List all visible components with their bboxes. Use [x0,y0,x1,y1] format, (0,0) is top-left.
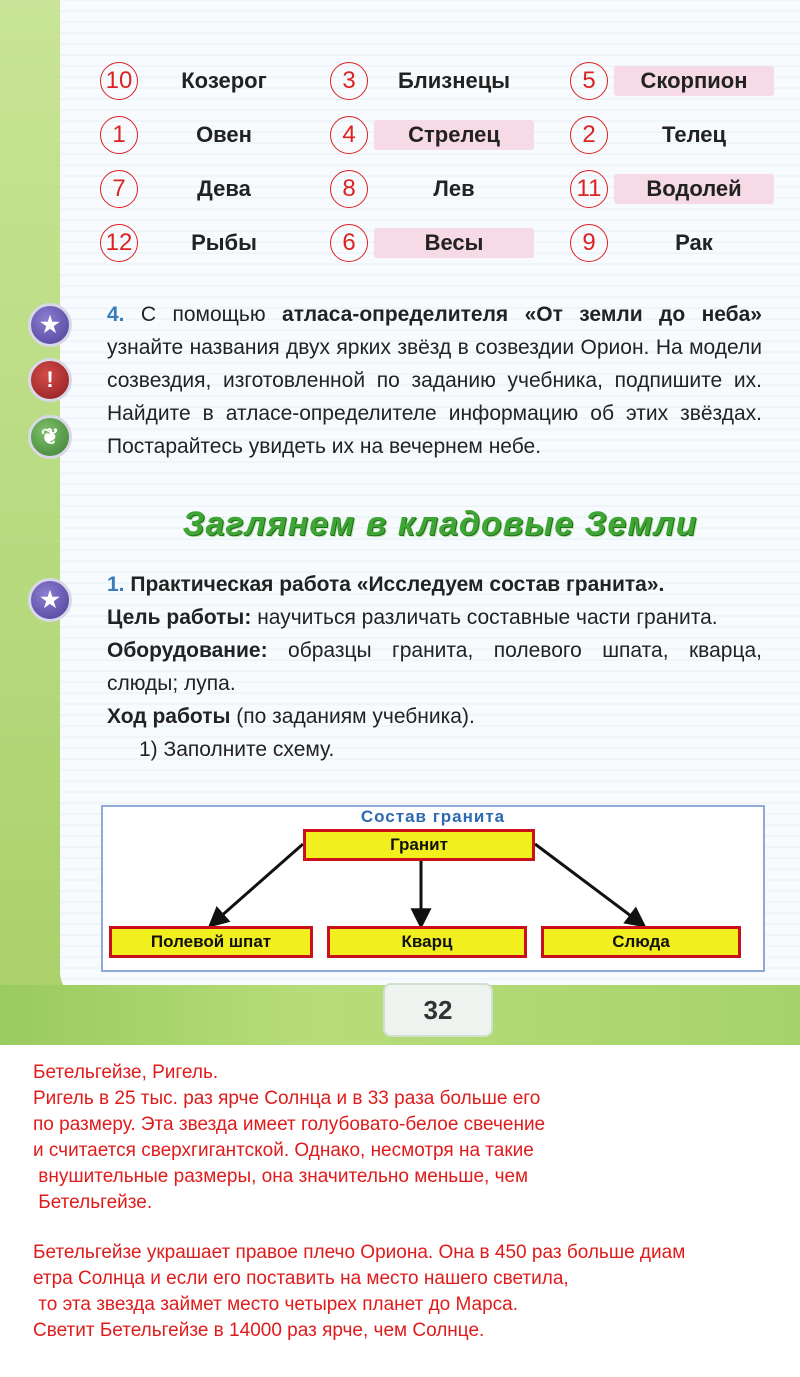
zodiac-item [100,60,320,104]
goal-line [107,601,762,634]
procedure-text: (по заданиям учебника). [230,705,475,728]
zodiac-label: Козерог [181,68,267,93]
zodiac-item [330,114,550,158]
zodiac-number: 6 [330,224,368,262]
quartz-box: Кварц [327,926,527,958]
answer-line: то эта звезда займет место четырех планет до Марса. [33,1294,519,1315]
zodiac-item [570,60,790,104]
step-1: 1) Заполните схему. [139,738,335,761]
task-text-part: узнайте названия двух ярких звёзд в созвездии Орион. На модели созвездия, изготовленной по заданию учебника, подпишите их. Найдите в атласе-определителе информацию об этих звёздах. Постарайтесь увидеть их на вечернем небе. [107,336,762,458]
zodiac-item [330,60,550,104]
zodiac-label: Водолей [614,174,774,204]
atlas-title: атласа-определителя «От земли до неба» [282,303,762,326]
zodiac-label: Овен [196,122,252,147]
zodiac-number: 5 [570,62,608,100]
zodiac-number: 7 [100,170,138,208]
zodiac-label: Телец [661,122,727,147]
goal-text: научиться различать составные части гранита. [251,606,718,629]
zodiac-row [100,222,780,266]
zodiac-number: 12 [100,224,138,262]
granite-diagram [101,805,765,972]
answer-line: и считается сверхгигантской. Однако, несмотря на такие [33,1140,534,1161]
zodiac-row [100,114,780,158]
practical-number: 1. [107,573,125,596]
answer-line: по размеру. Эта звезда имеет голубовато-белое свечение [33,1114,546,1135]
arrow-to-feldspar [211,844,303,925]
zodiac-item [100,114,320,158]
procedure-line [107,700,762,733]
practical-title: Практическая работа «Исследуем состав гранита». [124,573,665,596]
answer-block-1 [33,1060,793,1216]
feldspar-box: Полевой шпат [109,926,313,958]
procedure-label: Ход работы [107,705,231,728]
left-green-band [0,0,66,1040]
zodiac-number: 11 [570,170,608,208]
equipment-label: Оборудование: [107,639,268,662]
zodiac-label: Лев [433,176,475,201]
zodiac-number: 3 [330,62,368,100]
zodiac-item [570,114,790,158]
zodiac-label: Стрелец [374,120,534,150]
leaf-icon: ❦ [28,415,72,459]
star-icon: ★ [28,303,72,347]
equipment-text: образцы гранита, полевого шпата, кварца, слюды; лупа. [107,639,762,695]
practical-heading [107,568,762,601]
zodiac-number: 1 [100,116,138,154]
zodiac-item [570,168,790,212]
answer-line: Ригель в 25 тыс. раз ярче Солнца и в 33 раза больше его [33,1088,541,1109]
page-number: 32 [383,983,493,1037]
zodiac-row [100,60,780,104]
answer-block-2 [33,1240,793,1344]
answer-line: Бетельгейзе, Ригель. [33,1062,219,1083]
goal-label: Цель работы: [107,606,252,629]
zodiac-label: Дева [197,176,251,201]
task-text-part: С помощью [124,303,283,326]
zodiac-number: 4 [330,116,368,154]
granite-box: Гранит [303,829,535,861]
zodiac-label: Скорпион [614,66,774,96]
arrow-to-mica [535,844,643,925]
zodiac-row [100,168,780,212]
answer-line: Бетельгейзе украшает правое плечо Ориона. Она в 450 раз больше диам [33,1242,686,1263]
diagram-title: Состав гранита [360,807,506,826]
zodiac-item [100,168,320,212]
zodiac-label: Рак [675,230,713,255]
zodiac-number: 8 [330,170,368,208]
zodiac-label: Весы [374,228,534,258]
task-number: 4. [107,303,125,326]
zodiac-label: Близнецы [397,68,511,93]
answer-line: етра Солнца и если его поставить на место нашего светила, [33,1268,569,1289]
mica-box: Слюда [541,926,741,958]
practical-work [107,568,762,766]
zodiac-label: Рыбы [191,230,257,255]
zodiac-item [570,222,790,266]
zodiac-number: 10 [100,62,138,100]
task-4-text [107,298,762,463]
zodiac-number: 9 [570,224,608,262]
section-title: Заглянем в кладовые Земли [182,505,698,543]
answer-line: Бетельгейзе. [33,1192,153,1213]
zodiac-item [330,168,550,212]
answer-line: внушительные размеры, она значительно меньше, чем [33,1166,529,1187]
zodiac-item [330,222,550,266]
exclamation-icon: ! [28,358,72,402]
equipment-line [107,634,762,700]
star-icon-2: ★ [28,578,72,622]
zodiac-number: 2 [570,116,608,154]
answer-line: Светит Бетельгейзе в 14000 раз ярче, чем Солнце. [33,1320,485,1341]
zodiac-item [100,222,320,266]
